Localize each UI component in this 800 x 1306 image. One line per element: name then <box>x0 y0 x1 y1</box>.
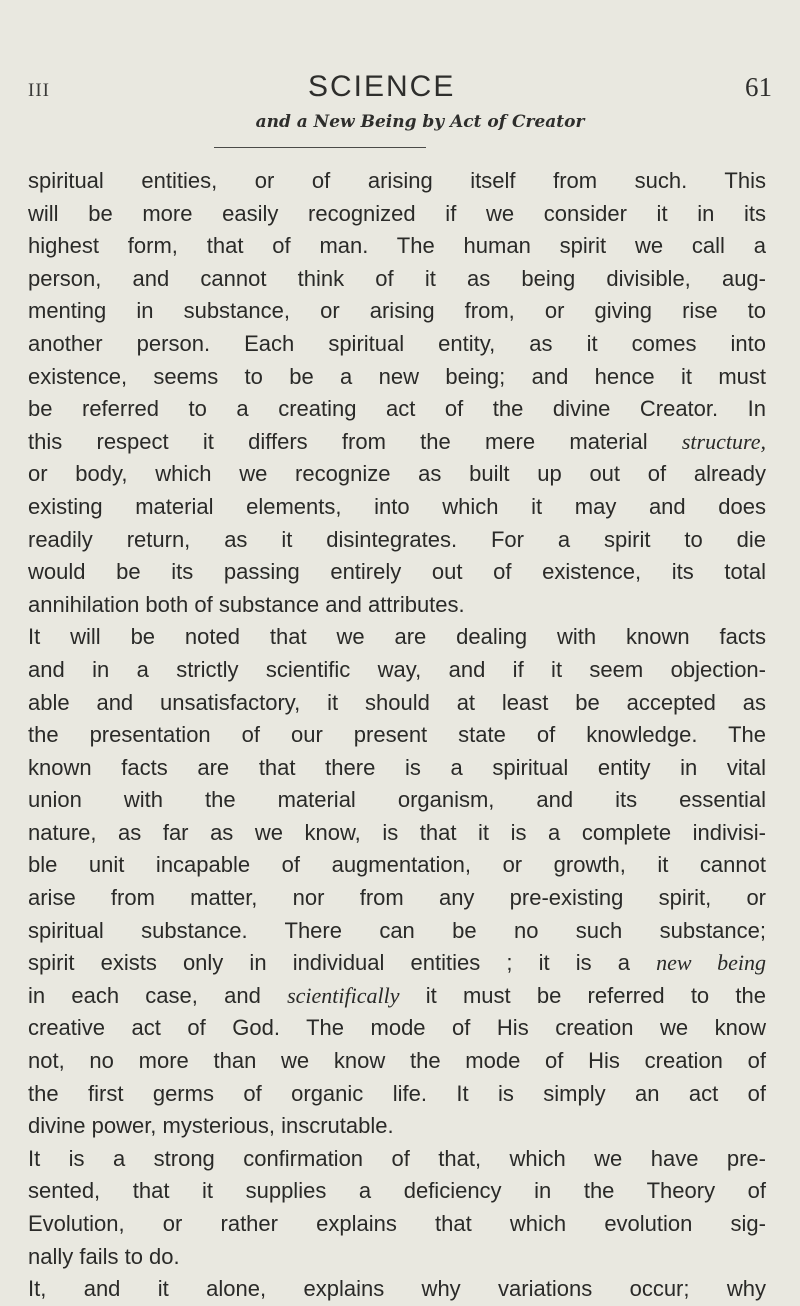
text-line <box>28 295 766 328</box>
text-run: it must be referred to the <box>399 982 766 1008</box>
italic-text: structure, <box>681 428 766 454</box>
text-run: creative act of God. The mode of His creation we know <box>28 1015 766 1041</box>
text-run: ble unit incapable of augmentation, or growth, it cannot <box>28 852 766 878</box>
text-line <box>28 947 766 980</box>
text-line <box>28 556 766 589</box>
text-run: would be its passing entirely out of existence, its total <box>28 559 766 585</box>
text-line <box>28 328 766 361</box>
text-line <box>28 849 766 882</box>
text-line <box>28 980 766 1013</box>
text-run: nally fails to do. <box>28 1243 180 1269</box>
text-run: It is a strong confirmation of that, which we have pre- <box>28 1145 766 1171</box>
text-run: existence, seems to be a new being; and hence it must <box>28 363 766 389</box>
page-header <box>0 70 800 110</box>
text-run: known facts are that there is a spiritual entity in vital <box>28 754 766 780</box>
text-run: in each case, and <box>28 982 288 1008</box>
text-run: existing material elements, into which it may and does <box>28 493 766 519</box>
text-line <box>28 1012 766 1045</box>
text-run: nature, as far as we know, is that it is a complete indivisi- <box>28 819 766 845</box>
text-run: or body, which we recognize as built up out of already <box>28 461 766 487</box>
text-run: spiritual substance. There can be no such substance; <box>28 917 766 943</box>
text-line <box>28 458 766 491</box>
text-line <box>28 230 766 263</box>
text-line <box>28 1175 766 1208</box>
text-line <box>28 1143 766 1176</box>
running-title: SCIENCE <box>308 70 456 103</box>
text-line <box>28 752 766 785</box>
title-rule <box>214 147 426 148</box>
text-line <box>28 882 766 915</box>
text-run: highest form, that of man. The human spirit we call a <box>28 233 766 259</box>
text-line <box>28 915 766 948</box>
text-run: spiritual entities, or of arising itself from such. This <box>28 168 766 193</box>
text-line <box>28 393 766 426</box>
text-line <box>28 621 766 654</box>
text-run: It will be noted that we are dealing with known facts <box>28 624 766 650</box>
italic-text: new being <box>656 950 766 976</box>
text-run: and in a strictly scientific way, and if it seem objection- <box>28 656 766 682</box>
text-run: sented, that it supplies a deficiency in the Theory of <box>28 1178 766 1204</box>
text-run: will be more easily recognized if we consider it in its <box>28 200 766 226</box>
text-line <box>28 817 766 850</box>
text-line <box>28 1045 766 1078</box>
text-run: be referred to a creating act of the divine Creator. In <box>28 396 766 422</box>
italic-text: scientifically <box>287 982 400 1008</box>
text-run: It, and it alone, explains why variations occur; why <box>28 1276 766 1302</box>
text-line <box>28 1208 766 1241</box>
text-run: annihilation both of substance and attributes. <box>28 591 465 617</box>
text-line <box>28 589 766 622</box>
page-number: 61 <box>745 72 772 102</box>
text-run: another person. Each spiritual entity, as it comes into <box>28 330 766 356</box>
text-run: readily return, as it disintegrates. For a spirit to die <box>28 526 766 552</box>
body-text <box>28 165 766 1306</box>
text-run: union with the material organism, and its essential <box>28 787 766 813</box>
text-run: arise from matter, nor from any pre-existing spirit, or <box>28 885 766 911</box>
text-line <box>28 361 766 394</box>
text-line <box>28 426 766 459</box>
text-line <box>28 1241 766 1274</box>
text-line <box>28 524 766 557</box>
text-line <box>28 687 766 720</box>
text-run: the first germs of organic life. It is simply an act of <box>28 1080 766 1106</box>
text-line <box>28 198 766 231</box>
text-line <box>28 1110 766 1143</box>
chapter-number: III <box>28 80 50 101</box>
text-line <box>28 1273 766 1306</box>
text-run: able and unsatisfactory, it should at least be accepted as <box>28 689 766 715</box>
text-run: person, and cannot think of it as being divisible, aug- <box>28 265 766 291</box>
text-run: the presentation of our present state of knowledge. The <box>28 722 766 748</box>
text-run: spirit exists only in individual entities ; it is a <box>28 950 657 976</box>
text-line <box>28 719 766 752</box>
text-run: divine power, mysterious, inscrutable. <box>28 1113 394 1139</box>
text-run: Evolution, or rather explains that which evolution sig- <box>28 1211 766 1236</box>
text-run: menting in substance, or arising from, or giving rise to <box>28 298 766 324</box>
text-line <box>28 165 766 198</box>
text-line <box>28 263 766 296</box>
text-run: this respect it differs from the mere material <box>28 428 682 454</box>
text-run: not, no more than we know the mode of His creation of <box>28 1048 766 1074</box>
text-line <box>28 491 766 524</box>
side-title: and a New Being by Act of Creator <box>255 112 585 132</box>
text-line <box>28 654 766 687</box>
text-line <box>28 784 766 817</box>
text-line <box>28 1078 766 1111</box>
